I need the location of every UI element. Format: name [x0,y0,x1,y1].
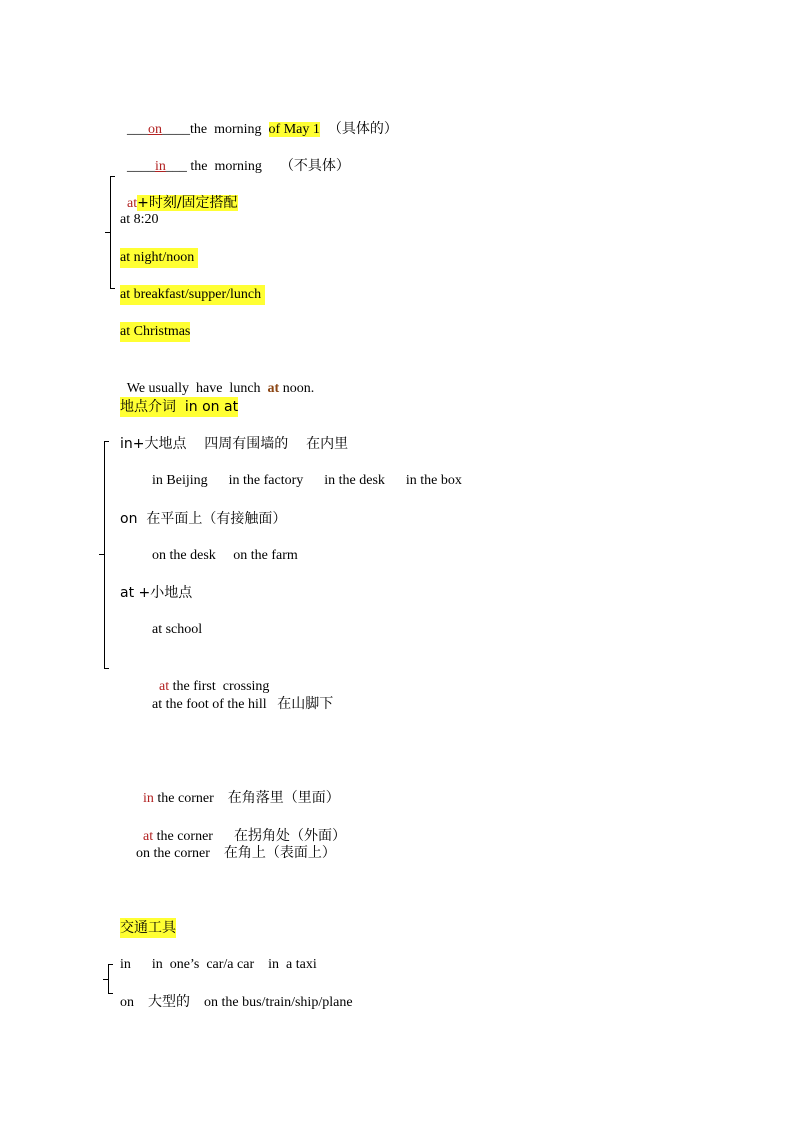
sentence-post: noon. [279,381,315,396]
at-place-example-3: at the foot of the hill 在山脚下 [152,697,334,712]
blank: ___ [127,122,148,137]
in-place-examples: in Beijing in the factory in the desk in the box [152,473,462,488]
rule-text: +时刻/固定搭配 [137,195,238,211]
transport-in: in in one’s car/a car in a taxi [120,957,317,972]
at-place-rule: at +小地点 [120,585,193,601]
text: the morning [190,122,269,137]
corner-at-rest: the corner 在拐角处（外面） [153,829,346,844]
sentence-at: at [267,381,280,396]
time-line-on [120,99,398,140]
note: （具体的） [327,121,398,137]
corner-in-rest: the corner 在角落里（里面） [153,791,340,806]
example-holiday: at Christmas [120,322,190,342]
answer-in: in [155,159,166,174]
at-place-example-1: at school [152,622,203,637]
at-word: at [159,679,170,694]
on-place-rule: on 在平面上（有接触面） [120,511,287,527]
note: （不具体） [279,158,350,174]
transport-heading: 交通工具 [120,920,176,936]
blank: ____ [162,122,190,137]
transport-on: on 大型的 on the bus/train/ship/plane [120,995,353,1010]
example-sentence [120,359,314,399]
bracket-transport [108,964,109,994]
blank: ___ [165,159,187,174]
bracket-place [104,441,105,669]
time-line-in [120,136,350,177]
sentence-pre: We usually have lunch [126,381,268,396]
corner-at [136,807,346,847]
text: the morning [186,159,262,174]
on-place-examples: on the desk on the farm [152,548,298,563]
example-night: at night/noon [120,248,198,268]
at-place-example-2 [152,657,269,697]
at-word: at [143,829,154,844]
at-time-rule [120,173,238,214]
in-place-rule: in+大地点 四周有围墙的 在内里 [120,436,349,452]
example-rest: the first crossing [169,679,270,694]
in-word: in [143,791,154,806]
answer-on: on [148,122,162,137]
corner-in [136,769,340,809]
corner-on: on the corner 在角上（表面上） [136,846,336,861]
example-time: at 8:20 [120,212,159,227]
example-meal: at breakfast/supper/lunch [120,285,265,305]
place-heading: 地点介词 in on at [120,399,239,415]
highlight-date: of May 1 [268,122,320,137]
at-word: at [127,196,138,211]
bracket-time [110,176,111,289]
blank: ____ [127,159,155,174]
